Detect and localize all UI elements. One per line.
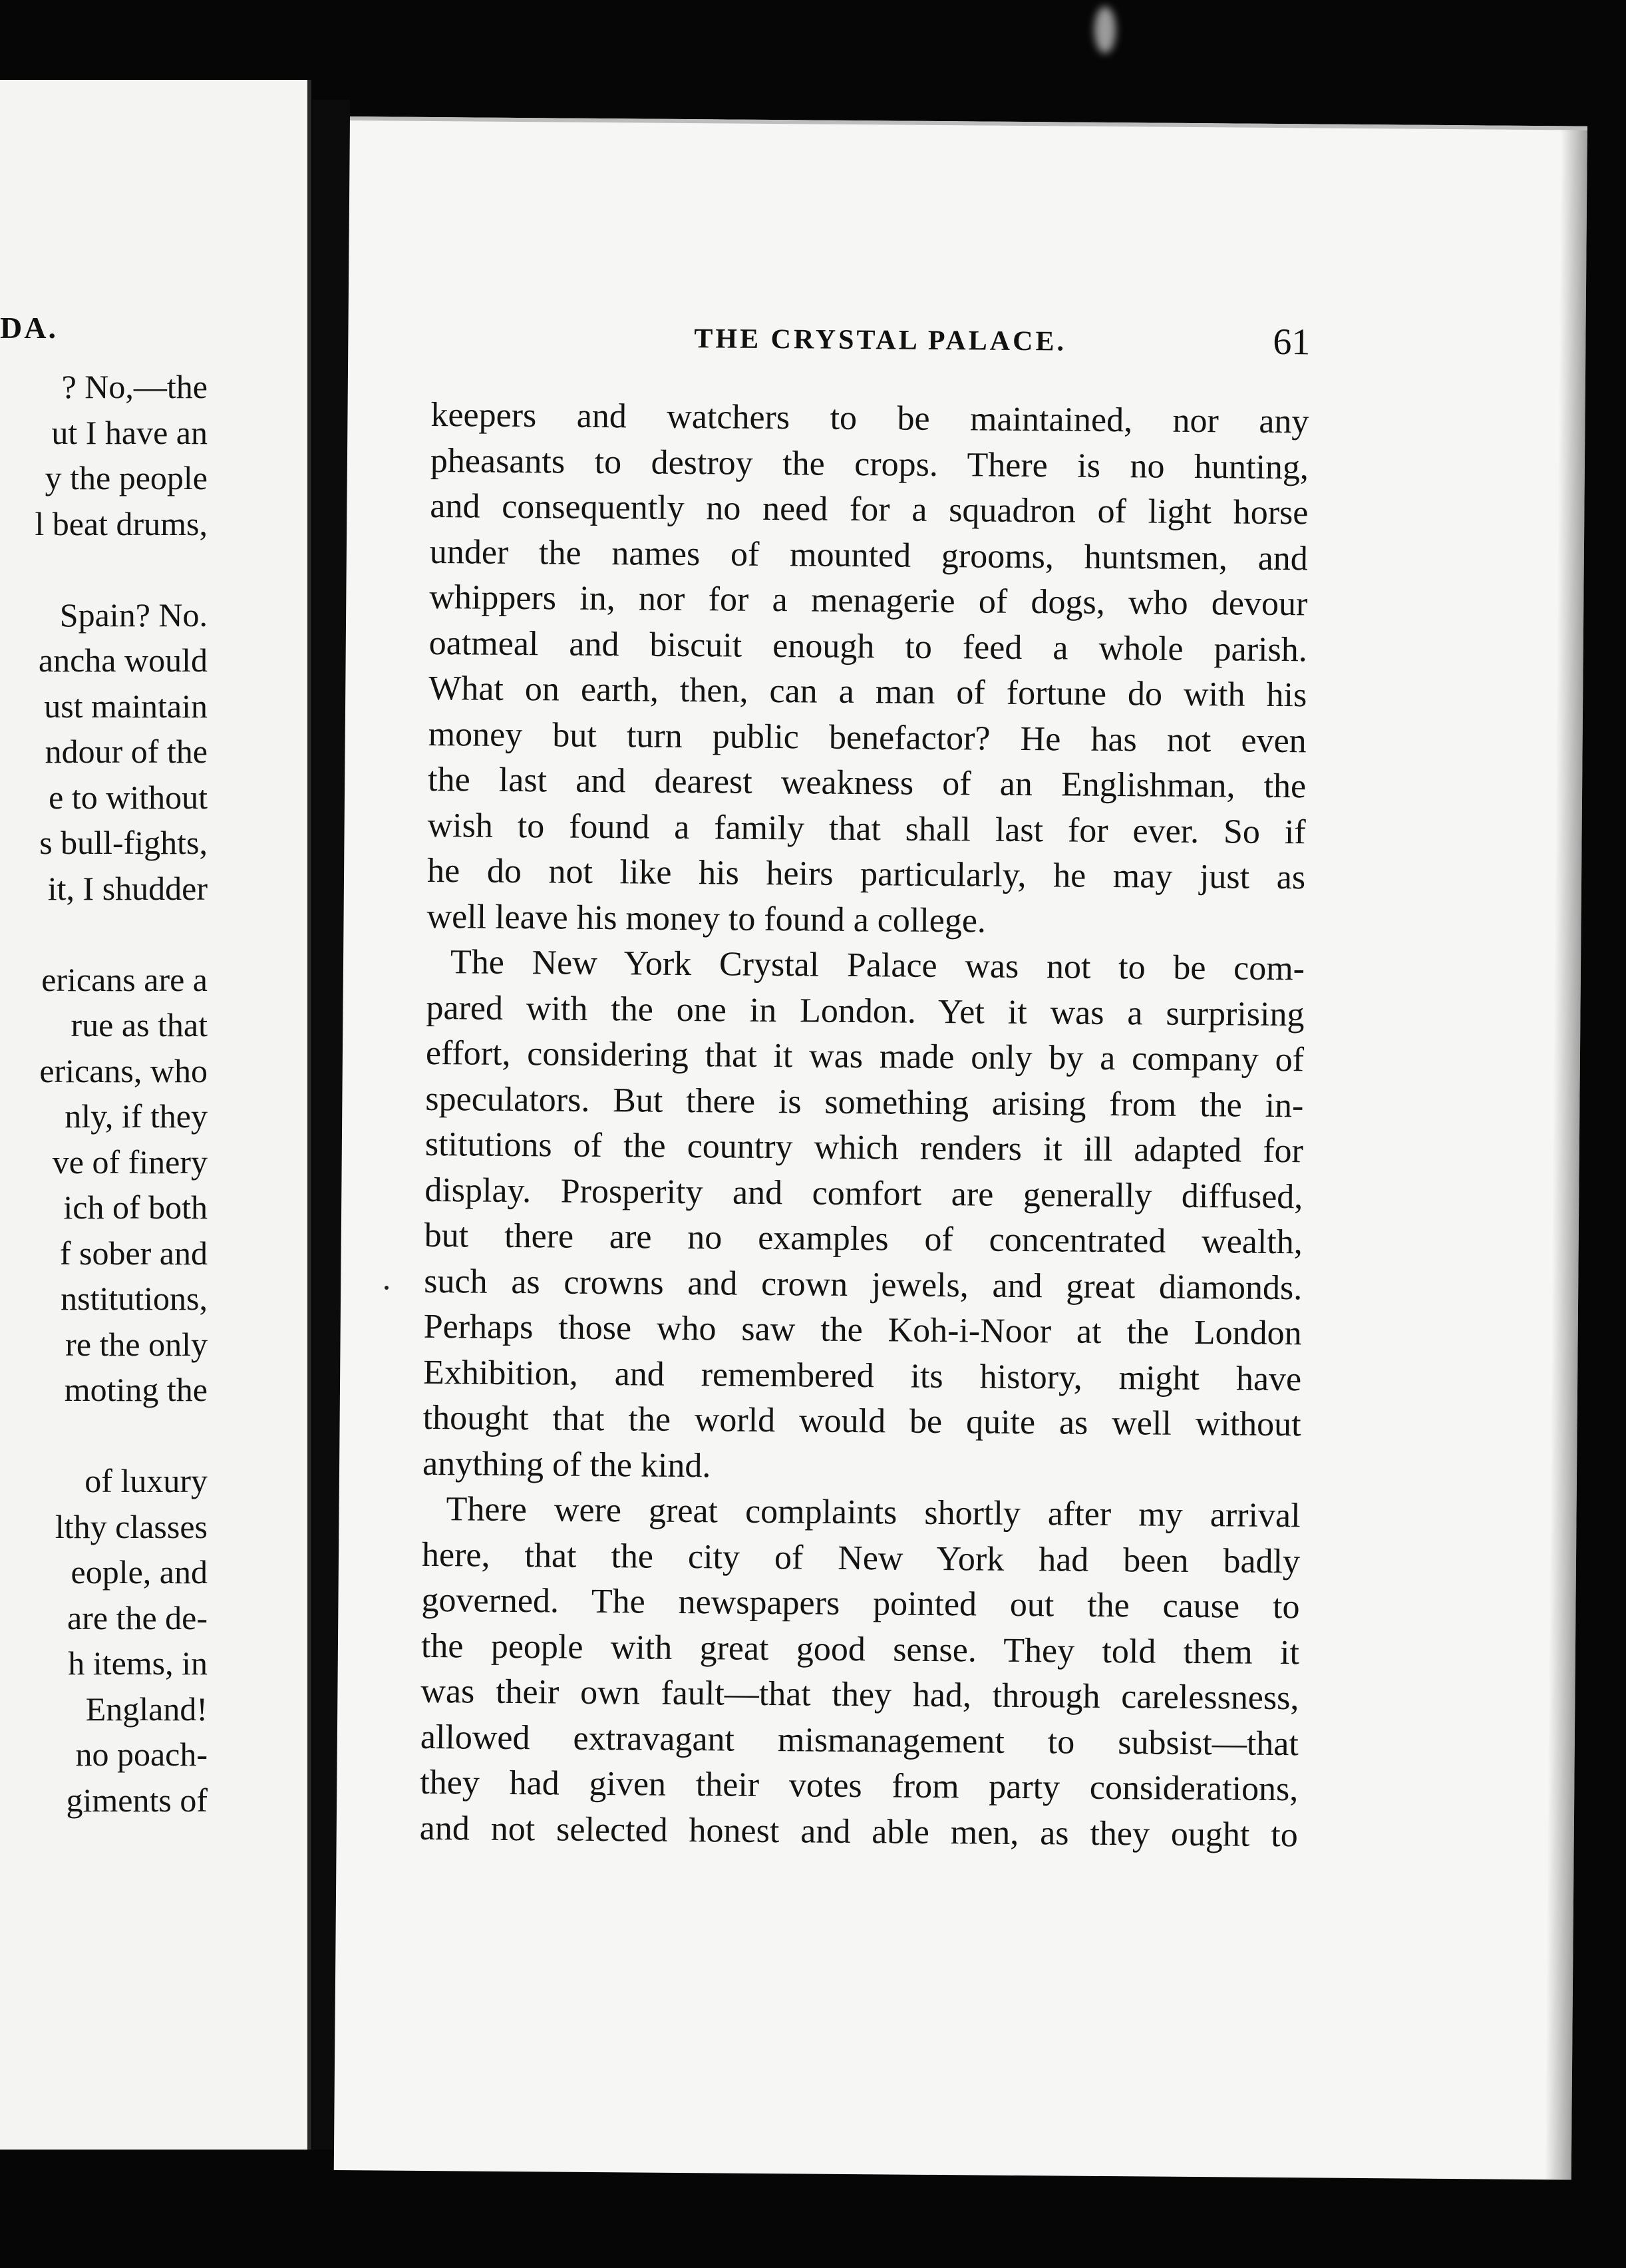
text-line: Exhibition, and remembered its history, might have [422, 1353, 1302, 1398]
left-page-line: re the only [65, 1325, 208, 1363]
text-line: the last and dearest weakness of an Englishman, the [427, 760, 1307, 806]
left-page-line: lthy classes [55, 1507, 208, 1545]
left-page-line: England! [85, 1690, 208, 1728]
text-line: Perhaps those who saw the Koh-i-Noor at the London [423, 1307, 1302, 1353]
left-page-line: ericans are a [41, 960, 208, 998]
text-line: wish to found a family that shall last for ever. So if [427, 806, 1306, 851]
text-line: display. Prosperity and comfort are generally diffused, [424, 1171, 1303, 1216]
text-line: keepers and watchers to be maintained, nor any [430, 395, 1309, 441]
text-line: under the names of mounted grooms, huntsmen, and [429, 532, 1309, 578]
text-line: but there are no examples of concentrated wealth, [424, 1216, 1303, 1262]
left-page-line: f sober and [59, 1234, 208, 1272]
text-line: he do not like his heirs particularly, he may just as [426, 851, 1306, 897]
text-line: effort, considering that it was made only by a company of [425, 1034, 1305, 1079]
left-page-line: e to without [49, 778, 208, 816]
text-line: money but turn public benefactor? He has not even [428, 715, 1307, 760]
left-page-line: ve of finery [52, 1143, 208, 1181]
left-page-line: ut I have an [51, 413, 208, 451]
left-page-line: moting the [64, 1371, 208, 1408]
text-line: the people with great good sense. They told them it [420, 1626, 1300, 1672]
right-page [334, 116, 1587, 2180]
text-line: governed. The newspapers pointed out the cause to [421, 1581, 1300, 1626]
left-page-line: it, I shudder [47, 869, 208, 907]
text-line: The New York Crystal Palace was not to be com- [450, 943, 1305, 988]
text-line: thought that the world would be quite as well without [422, 1398, 1301, 1444]
text-line: stitutions of the country which renders it ill adapted for [424, 1125, 1304, 1171]
left-page-line: s bull-fights, [39, 824, 208, 861]
text-line: There were great complaints shortly after my arrival [446, 1490, 1301, 1535]
text-line: whippers in, nor for a menagerie of dogs, who devour [429, 578, 1308, 624]
left-page-line: giments of [66, 1781, 208, 1819]
left-page [0, 80, 311, 2150]
text-line: well leave his money to found a college. [426, 897, 987, 940]
text-line: they had given their votes from party considerations, [420, 1763, 1299, 1809]
left-page-line: Spain? No. [59, 596, 208, 634]
text-line: and not selected honest and able men, as they ought to [419, 1809, 1298, 1854]
page-edge-shadow [1545, 130, 1587, 2179]
left-page-line: ? No,—the [61, 368, 208, 405]
text-line: pared with the one in London. Yet it was a surprising [426, 988, 1305, 1034]
left-page-line: y the people [45, 459, 208, 496]
left-page-line: h items, in [68, 1644, 208, 1682]
page-number: 61 [1273, 321, 1311, 363]
text-line: What on earth, then, can a man of fortune do with his [428, 669, 1307, 715]
text-line: anything of the kind. [422, 1444, 711, 1485]
left-page-line: ust maintain [44, 687, 208, 725]
left-page-line: nly, if they [65, 1097, 208, 1135]
body-text [420, 393, 1309, 1858]
text-line: oatmeal and biscuit enough to feed a whole parish. [428, 624, 1307, 669]
left-page-line: nstitutions, [61, 1280, 208, 1317]
left-page-line: rue as that [71, 1006, 208, 1043]
text-line: speculators. But there is something arising from the in- [425, 1079, 1304, 1125]
text-line: such as crowns and crown jewels, and great diamonds. [424, 1262, 1303, 1307]
left-page-running-header: DA. [0, 311, 58, 345]
left-page-line: ancha would [38, 642, 208, 679]
scan-artifact [1094, 7, 1116, 53]
text-line: here, that the city of New York had been badly [421, 1535, 1301, 1581]
text-line: was their own fault—that they had, through carelessness, [420, 1672, 1299, 1718]
left-page-line: ndour of the [45, 733, 208, 770]
left-page-line: l beat drums, [35, 504, 208, 542]
running-header: THE CRYSTAL PALACE. [694, 323, 1067, 357]
left-page-line: of luxury [84, 1462, 208, 1499]
print-speck [385, 1286, 389, 1290]
left-page-line: are the de- [67, 1599, 208, 1636]
left-page-line: ich of both [63, 1189, 208, 1226]
text-line: allowed extravagant mismanagement to subsist—that [420, 1718, 1299, 1763]
left-page-line: no poach- [75, 1736, 208, 1773]
left-page-line: ericans, who [39, 1051, 208, 1089]
left-page-line: eople, and [71, 1553, 208, 1591]
text-line: and consequently no need for a squadron of light horse [430, 486, 1309, 532]
text-line: pheasants to destroy the crops. There is no hunting, [430, 441, 1309, 486]
